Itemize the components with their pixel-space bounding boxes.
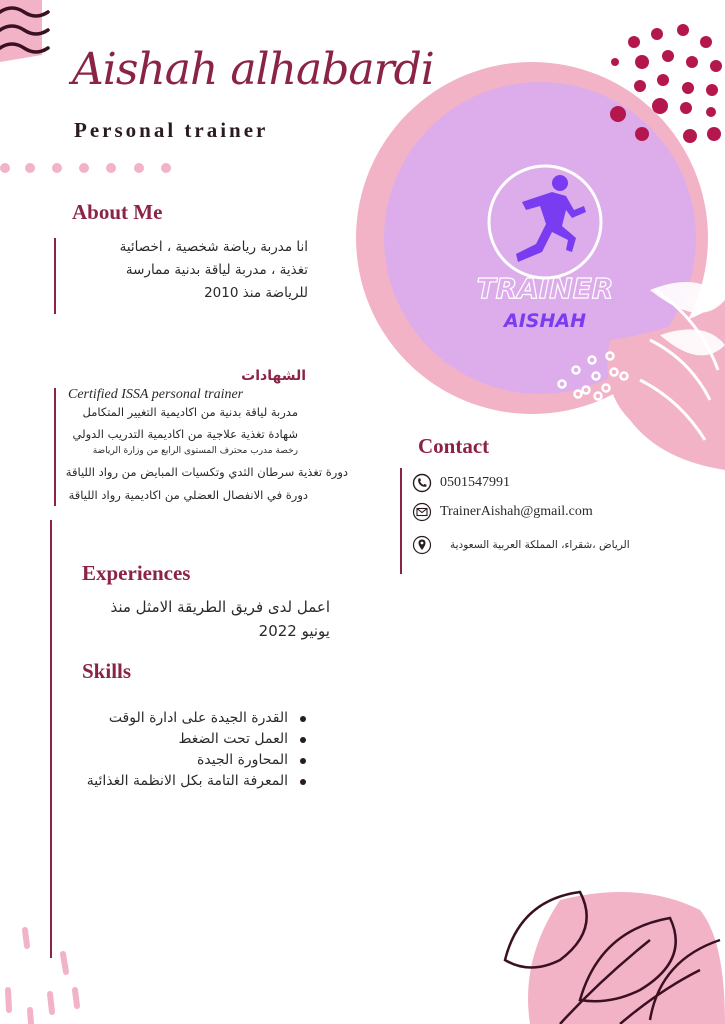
pink-dashes [8,930,77,1024]
certificate-item: دورة تغذية سرطان الثدي وتكسيات المبايض من رواد اللياقة [65,465,348,479]
certificates-title: الشهادات [241,368,306,384]
contact-address: الرياض ،شقراء، المملكة العربية السعودية [450,539,630,551]
certificate-item: رخصة مدرب محترف المستوى الرابع من وزارة الرياضة [92,446,298,456]
skills-list [80,708,308,792]
contact-divider [400,468,402,574]
experience-skills-divider [50,520,52,958]
skill-item: المحاورة الجيدة [80,750,308,771]
certificate-item: شهادة تغذية علاجية من اكاديمية التدريب الدولي [72,427,298,441]
contact-email-row [412,502,593,522]
skill-item: القدرة الجيدة على ادارة الوقت [80,708,308,729]
about-divider [54,238,56,314]
logo-aishah-text: AISHAH [504,310,586,332]
skill-item: المعرفة التامة بكل الانظمة الغذائية [80,771,308,792]
contact-title: Contact [418,434,490,458]
experience-text: اعمل لدى فريق الطريقة الامثل منذ يونيو 2022 [110,598,330,640]
mail-icon [412,502,432,522]
skills-title: Skills [82,659,132,683]
certificate-item: دورة في الانفصال العضلي من اكاديمية رواد اللياقة [68,488,308,502]
about-text: انا مدربة رياضة شخصية ، اخصائية تغذية ، مدربة لياقة بدنية ممارسة للرياضة منذ 2010 [119,239,308,301]
contact-email[interactable]: TrainerAishah@gmail.com [440,504,593,519]
contact-address-row [412,535,630,555]
candidate-role: Personal trainer [74,118,269,142]
contact-phone-row [412,473,510,493]
logo-trainer-text: TRAINER [476,272,614,305]
location-pin-icon [412,535,432,555]
certificate-issa: Certified ISSA personal trainer [68,387,244,402]
contact-phone[interactable]: 0501547991 [440,475,510,490]
dot-row [0,163,171,173]
skill-item: العمل تحت الضغط [80,729,308,750]
experiences-title: Experiences [82,561,191,585]
phone-icon [412,473,432,493]
certificates-divider [54,388,56,506]
about-title: About Me [72,200,163,224]
certificate-item: مدربة لياقة بدنية من اكاديمية التغيير المتكامل [82,405,298,419]
candidate-name: Aishah alhabardi [72,44,434,95]
